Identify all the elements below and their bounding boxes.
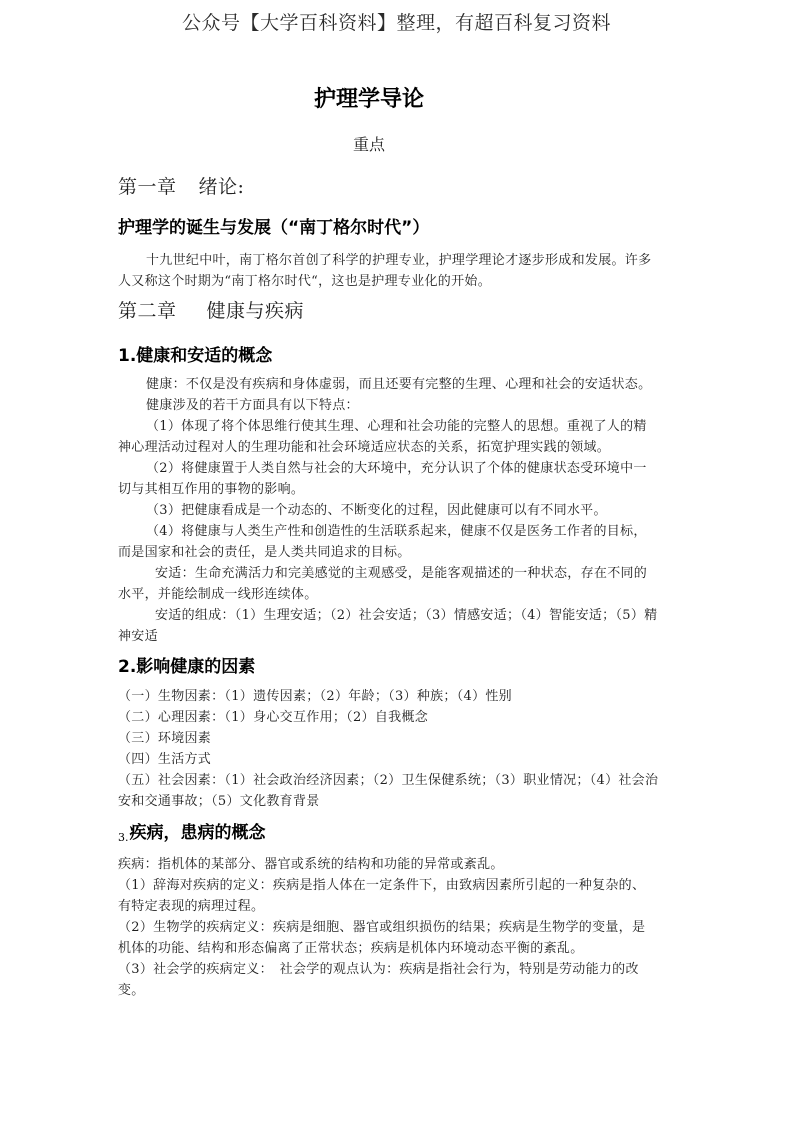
disease-def-cihai-cont: 有特定表现的病理过程。	[118, 899, 265, 914]
document-title: 护理学导论	[313, 87, 424, 112]
section-3-body	[118, 854, 678, 1001]
chapter-2-title: 健康与疾病	[206, 300, 305, 322]
section-2-heading: 2.影响健康的因素	[118, 657, 256, 677]
disease-def-social-cont: 变。	[118, 983, 145, 998]
factor-environmental: （三）环境因素	[118, 731, 212, 746]
health-feature-2-cont: 切与其相互作用的事物的影响。	[118, 482, 305, 497]
wellness-definition: 安适：生命充满活力和完美感觉的主观感受，是能客观描述的一种状态，存在不同的	[155, 566, 648, 581]
health-feature-1-cont: 神心理活动过程对人的生理功能和社会环境适应状态的关系，拓宽护理实践的领域。	[118, 440, 611, 455]
chapter-1-heading	[118, 172, 244, 199]
section-2-body	[118, 686, 678, 812]
disease-def-biological-cont: 机体的功能、结构和形态偏离了正常状态；疾病是机体内环境动态平衡的紊乱。	[118, 941, 584, 956]
health-feature-1: （1）体现了将个体思维行使其生理、心理和社会功能的完整人的思想。重视了人的精	[146, 419, 647, 434]
health-feature-4: （4）将健康与人类生产性和创造性的生活联系起来，健康不仅是医务工作者的目标，	[146, 524, 647, 539]
header-note: 公众号【大学百科资料】整理，有超百科复习资料	[181, 12, 611, 34]
section-nightingale-heading: 护理学的诞生与发展（“南丁格尔时代”）	[118, 218, 430, 238]
nightingale-paragraph	[118, 250, 678, 292]
factor-biological: （一）生物因素：（1）遗传因素；（2）年龄；（3）种族；（4）性别	[118, 689, 512, 704]
document-subtitle: 重点	[352, 135, 385, 154]
health-feature-2: （2）将健康置于人类自然与社会的大环境中，充分认识了个体的健康状态受环境中一	[146, 461, 647, 476]
factor-social: （五）社会因素：（1）社会政治经济因素；（2）卫生保健系统；（3）职业情况；（4）社会治	[118, 773, 659, 788]
health-feature-4-cont: 而是国家和社会的责任，是人类共同追求的目标。	[118, 545, 411, 560]
disease-def-social: （3）社会学的疾病定义： 社会学的观点认为：疾病是指社会行为，特别是劳动能力的改	[118, 962, 639, 977]
section-1-heading: 1.健康和安适的概念	[118, 346, 273, 366]
section-3-heading	[118, 818, 266, 844]
health-features-intro: 健康涉及的若干方面具有以下特点：	[146, 398, 359, 413]
disease-def-biological: （2）生物学的疾病定义：疾病是细胞、器官或组织损伤的结果；疾病是生物学的变量，是	[118, 920, 646, 935]
health-feature-3: （3）把健康看成是一个动态的、不断变化的过程，因此健康可以有不同水平。	[146, 503, 607, 518]
chapter-1-title: 绪论:	[198, 176, 245, 198]
section-1-body	[118, 374, 678, 647]
paragraph-line: 人又称这个时期为“南丁格尔时代“，这也是护理专业化的开始。	[118, 274, 491, 289]
factor-psychological: （二）心理因素：（1）身心交互作用；（2）自我概念	[118, 710, 429, 725]
wellness-components-cont: 神安适	[118, 629, 158, 644]
disease-definition: 疾病：指机体的某部分、器官或系统的结构和功能的异常或紊乱。	[118, 857, 504, 872]
section-3-title: 疾病，患病的概念	[129, 823, 266, 843]
paragraph-line: 十九世纪中叶，南丁格尔首创了科学的护理专业，护理学理论才逐步形成和发展。许多	[146, 253, 652, 268]
section-3-number: 3.	[118, 831, 129, 844]
wellness-components: 安适的组成：（1）生理安适；（2）社会安适；（3）情感安适；（4）智能安适；（5）精	[155, 608, 658, 623]
chapter-2-heading	[118, 296, 304, 323]
factor-social-cont: 安和交通事故；（5）文化教育背景	[118, 794, 320, 809]
chapter-2-number: 第二章	[118, 300, 177, 322]
disease-def-cihai: （1）辞海对疾病的定义：疾病是指人体在一定条件下，由致病因素所引起的一种复杂的、	[118, 878, 646, 893]
chapter-1-number: 第一章	[118, 176, 177, 198]
factor-lifestyle: （四）生活方式	[118, 752, 212, 767]
wellness-definition-cont: 水平，并能绘制成一线形连续体。	[118, 587, 318, 602]
health-definition: 健康：不仅是没有疾病和身体虚弱，而且还要有完整的生理、心理和社会的安适状态。	[146, 377, 652, 392]
